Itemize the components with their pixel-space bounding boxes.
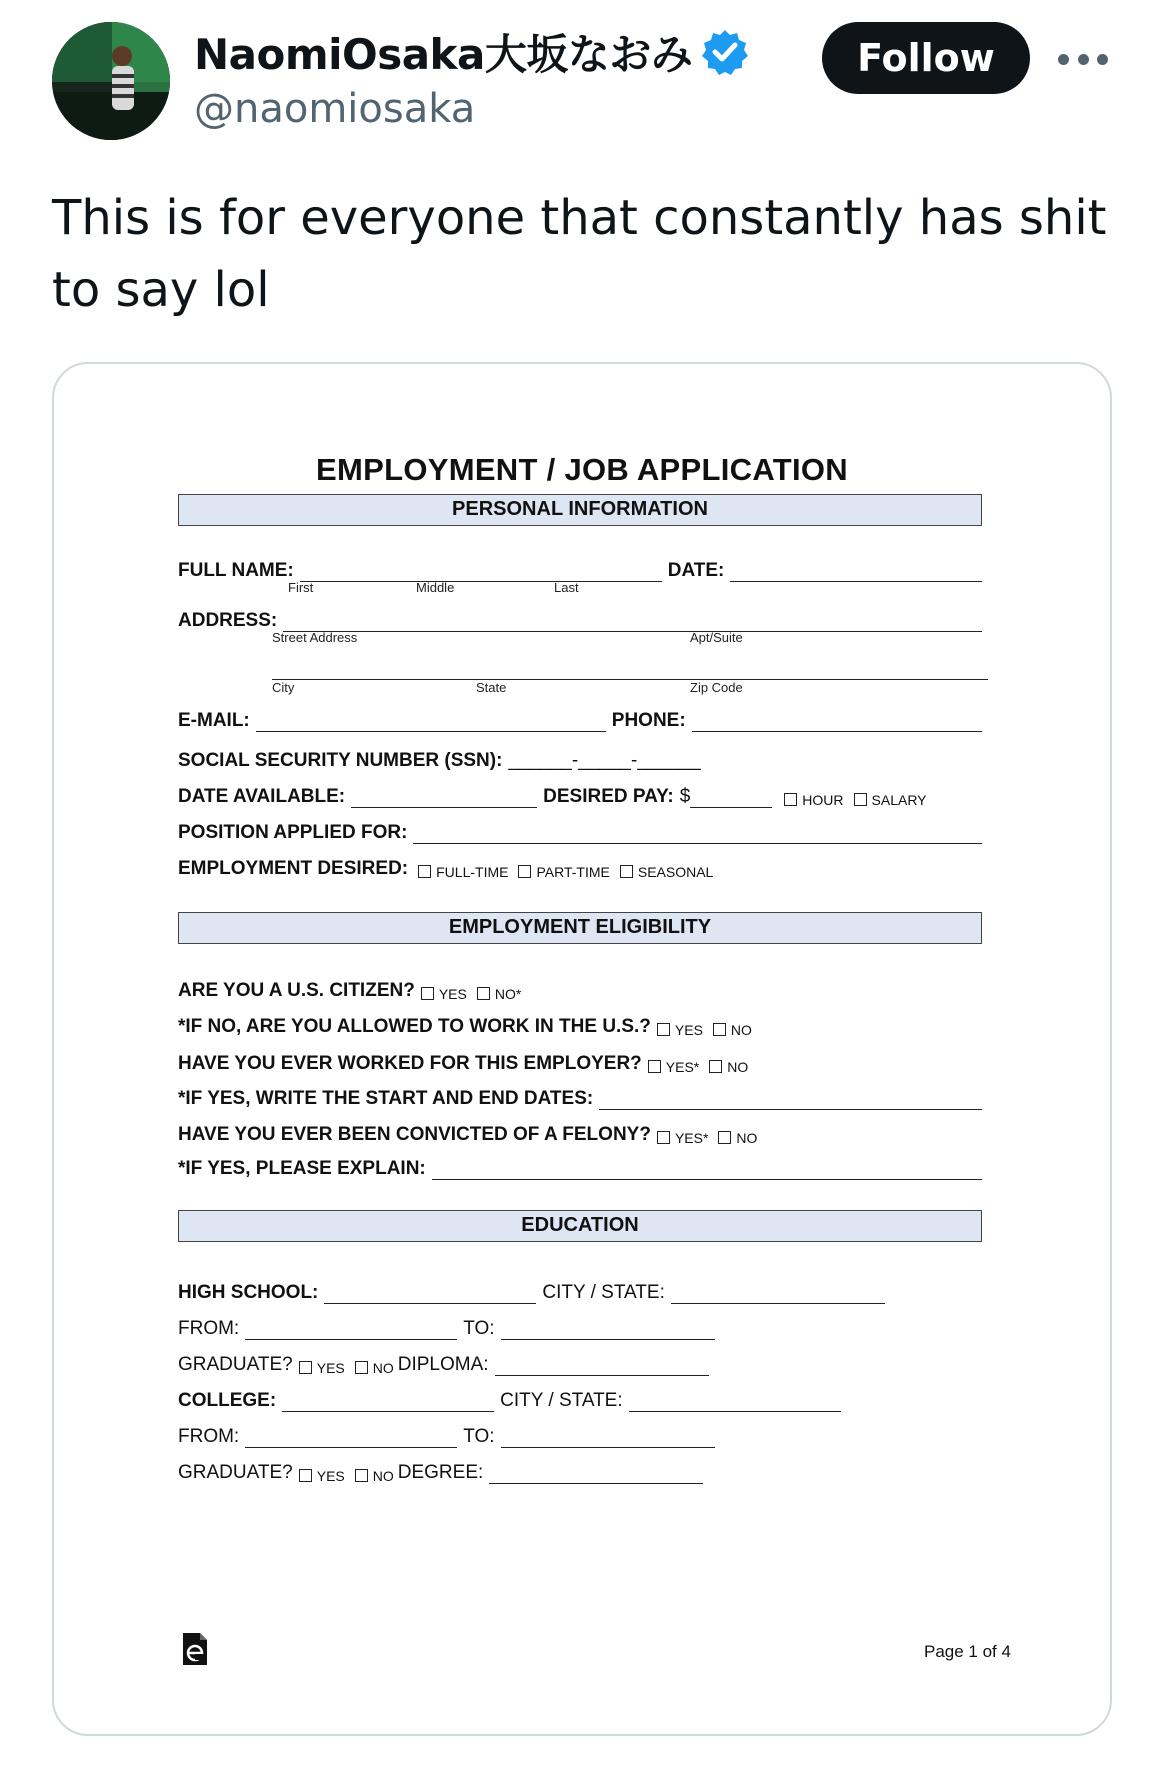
document-logo-icon [182, 1632, 208, 1666]
label-hs-from: FROM: [178, 1318, 240, 1339]
avatar-photo [52, 22, 170, 140]
row-college-graduate [178, 1458, 988, 1484]
avatar[interactable] [52, 22, 170, 140]
row-address [178, 606, 988, 632]
label-email: E-MAIL: [178, 710, 250, 731]
sub-zip: Zip Code [690, 680, 743, 695]
dollar-sign: $ [679, 786, 691, 807]
sub-apt: Apt/Suite [690, 630, 743, 645]
label-ssn: SOCIAL SECURITY NUMBER (SSN): [178, 750, 503, 771]
label-college-graduate: GRADUATE? [178, 1462, 293, 1483]
row-dates [178, 1084, 988, 1110]
opt-full-time: FULL-TIME [436, 864, 509, 880]
label-college-from: FROM: [178, 1426, 240, 1447]
checkbox-worked-no[interactable] [709, 1060, 722, 1073]
row-hs-graduate [178, 1350, 988, 1376]
opt-part-time: PART-TIME [536, 864, 610, 880]
row-college-from-to [178, 1422, 988, 1448]
checkbox-felony-yes[interactable] [657, 1131, 670, 1144]
checkbox-full-time[interactable] [418, 865, 431, 878]
row-position [178, 818, 988, 844]
checkbox-citizen-no[interactable] [477, 987, 490, 1000]
opt-no: NO [372, 1360, 394, 1376]
label-hs-to: TO: [463, 1318, 495, 1339]
checkbox-allowed-yes[interactable] [657, 1023, 670, 1036]
opt-yes: YES [316, 1360, 345, 1376]
label-college-to: TO: [463, 1426, 495, 1447]
label-date: DATE: [667, 560, 725, 581]
checkbox-hs-no[interactable] [355, 1361, 368, 1374]
sub-middle: Middle [416, 580, 455, 595]
sub-city: City [272, 680, 295, 695]
label-employment-desired: EMPLOYMENT DESIRED: [178, 858, 409, 879]
opt-no: NO [727, 1059, 749, 1075]
sub-street: Street Address [272, 630, 358, 645]
document-title: EMPLOYMENT / JOB APPLICATION [316, 452, 848, 487]
opt-yes: YES [674, 1022, 703, 1038]
label-hs-city-state: CITY / STATE: [542, 1282, 665, 1303]
sub-last: Last [554, 580, 579, 595]
row-citizen [178, 976, 988, 1002]
checkbox-hs-yes[interactable] [299, 1361, 312, 1374]
label-college: COLLEGE: [178, 1390, 277, 1411]
label-worked: HAVE YOU EVER WORKED FOR THIS EMPLOYER? [178, 1053, 642, 1074]
checkbox-part-time[interactable] [518, 865, 531, 878]
section-education: EDUCATION [178, 1210, 982, 1242]
checkbox-hour[interactable] [784, 793, 797, 806]
opt-yes-star: YES* [674, 1130, 709, 1146]
opt-no-star: NO* [494, 986, 522, 1002]
label-date-available: DATE AVAILABLE: [178, 786, 346, 807]
checkbox-allowed-no[interactable] [713, 1023, 726, 1036]
label-full-name: FULL NAME: [178, 560, 294, 581]
sub-first: First [288, 580, 314, 595]
opt-no: NO [730, 1022, 752, 1038]
ssn-blank: ______-_____-______ [508, 750, 701, 771]
label-position: POSITION APPLIED FOR: [178, 822, 408, 843]
label-high-school: HIGH SCHOOL: [178, 1282, 319, 1303]
more-horizontal-icon[interactable] [1058, 54, 1108, 68]
row-employment-desired [178, 854, 988, 880]
opt-yes: YES [438, 986, 467, 1002]
label-dates: *IF YES, WRITE THE START AND END DATES: [178, 1088, 594, 1109]
label-diploma: DIPLOMA: [397, 1354, 489, 1375]
opt-seasonal: SEASONAL [637, 864, 714, 880]
checkbox-salary[interactable] [854, 793, 867, 806]
section-employment-eligibility: EMPLOYMENT ELIGIBILITY [178, 912, 982, 944]
row-full-name [178, 556, 988, 582]
label-allowed: *IF NO, ARE YOU ALLOWED TO WORK IN THE U.S.? [178, 1016, 651, 1037]
checkbox-felony-no[interactable] [718, 1131, 731, 1144]
label-degree: DEGREE: [397, 1462, 484, 1483]
row-email [178, 706, 988, 732]
label-phone: PHONE: [611, 710, 686, 731]
name-row [194, 28, 750, 79]
opt-salary: SALARY [871, 792, 927, 808]
section-personal-information: PERSONAL INFORMATION [178, 494, 982, 526]
tweet-media-image[interactable] [52, 362, 1112, 1736]
checkbox-worked-yes[interactable] [648, 1060, 661, 1073]
opt-yes-star: YES* [665, 1059, 700, 1075]
tweet-text: This is for everyone that constantly has shit to say lol [52, 190, 1107, 318]
row-high-school [178, 1278, 988, 1304]
opt-hour: HOUR [802, 792, 844, 808]
row-felony [178, 1120, 988, 1146]
row-hs-from-to [178, 1314, 988, 1340]
sub-state: State [476, 680, 507, 695]
label-hs-graduate: GRADUATE? [178, 1354, 293, 1375]
display-name[interactable]: NaomiOsaka大坂なおみ [194, 30, 693, 79]
verified-badge-icon [700, 27, 750, 77]
follow-button[interactable]: Follow [822, 22, 1030, 94]
label-address: ADDRESS: [178, 610, 278, 631]
label-college-city-state: CITY / STATE: [500, 1390, 623, 1411]
label-desired-pay: DESIRED PAY: [543, 786, 674, 807]
opt-yes: YES [316, 1468, 345, 1484]
row-ssn [178, 746, 988, 772]
opt-no: NO [372, 1468, 394, 1484]
checkbox-college-yes[interactable] [299, 1469, 312, 1482]
row-date-available [178, 782, 988, 808]
row-worked [178, 1049, 988, 1075]
row-allowed [178, 1012, 988, 1038]
page-number: Page 1 of 4 [924, 1642, 1011, 1661]
row-explain [178, 1154, 988, 1180]
label-felony: HAVE YOU EVER BEEN CONVICTED OF A FELONY? [178, 1124, 651, 1145]
opt-no: NO [736, 1130, 758, 1146]
checkbox-citizen-yes[interactable] [421, 987, 434, 1000]
row-college [178, 1386, 988, 1412]
label-explain: *IF YES, PLEASE EXPLAIN: [178, 1158, 426, 1179]
job-application-document [54, 364, 1110, 1734]
user-handle[interactable]: @naomiosaka [194, 86, 476, 132]
row-address-2 [272, 654, 988, 680]
checkbox-college-no[interactable] [355, 1469, 368, 1482]
label-citizen: ARE YOU A U.S. CITIZEN? [178, 980, 415, 1001]
checkbox-seasonal[interactable] [620, 865, 633, 878]
